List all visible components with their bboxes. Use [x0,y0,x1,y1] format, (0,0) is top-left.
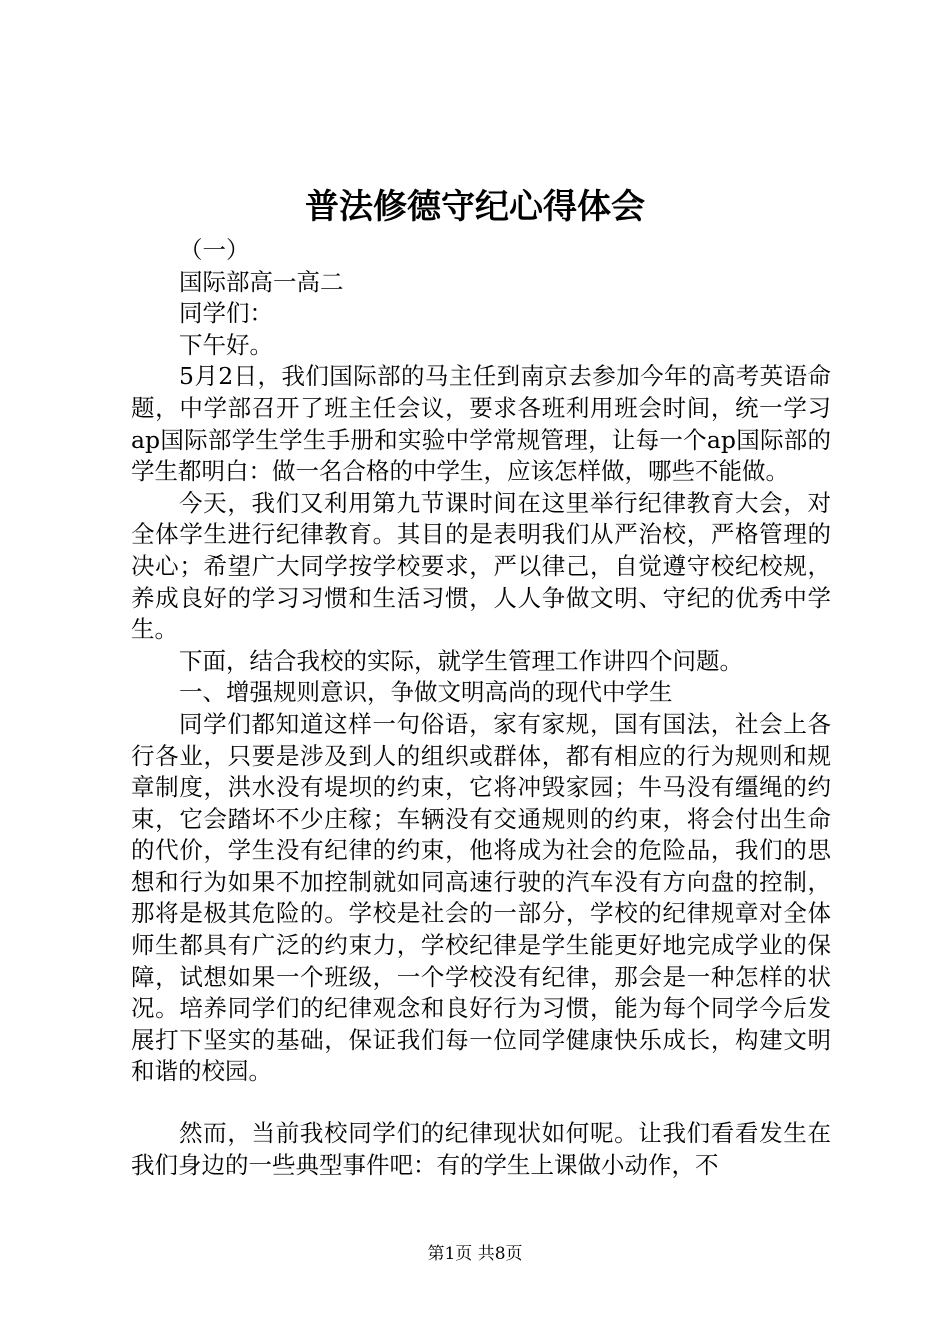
document-body [131,235,831,1181]
paragraph-body: 同学们都知道这样一句俗语，家有家规，国有国法，社会上各行各业，只要是涉及到人的组织或群体，都有相应的行为规则和规章制度，洪水没有堤坝的约束，它将冲毁家园；牛马没有缰绳的约束，它会踏坏不少庄稼；车辆没有交通规则的约束，将会付出生命的代价，学生没有纪律的约束，他将成为社会的危险品，我们的思想和行为如果不加控制就如同高速行驶的汽车没有方向盘的控制，那将是极其危险的。学校是社会的一部分，学校的纪律规章对全体师生都具有广泛的约束力，学校纪律是学生能更好地完成学业的保障，试想如果一个班级，一个学校没有纪律，那会是一种怎样的状况。培养同学们的纪律观念和良好行为习惯，能为每个同学今后发展打下坚实的基础，保证我们每一位同学健康快乐成长，构建文明和谐的校园。 [131,709,831,1086]
paragraph-body: 今天，我们又利用第九节课时间在这里举行纪律教育大会，对全体学生进行纪律教育。其目的是表明我们从严治校，严格管理的决心；希望广大同学按学校要求，严以律己，自觉遵守校纪校规，养成良好的学习习惯和生活习惯，人人争做文明、守纪的优秀中学生。 [131,488,831,644]
page-footer: 第1页 共8页 [427,1244,523,1264]
paragraph-audience: 国际部高一高二 [179,267,344,296]
paragraph-greeting: 下午好。 [179,330,273,359]
paragraph-section-number: （一） [179,236,250,264]
document-title: 普法修德守纪心得体会 [305,187,645,227]
paragraph-body: 下面，结合我校的实际，就学生管理工作讲四个问题。 [179,646,743,675]
paragraph-salutation: 同学们： [179,299,273,328]
paragraph-body: 5月2日，我们国际部的马主任到南京去参加今年的高考英语命题，中学部召开了班主任会议，要求各班利用班会时间，统一学习ap国际部学生学生手册和实验中学常规管理，让每一个ap国际部的学生都明白：做一名合格的中学生，应该怎样做，哪些不能做。 [131,362,831,486]
paragraph-body: 然而，当前我校同学们的纪律现状如何呢。让我们看看发生在我们身边的一些典型事件吧：有的学生上课做小动作，不 [131,1119,831,1179]
section-heading: 一、增强规则意识，争做文明高尚的现代中学生 [179,678,673,707]
